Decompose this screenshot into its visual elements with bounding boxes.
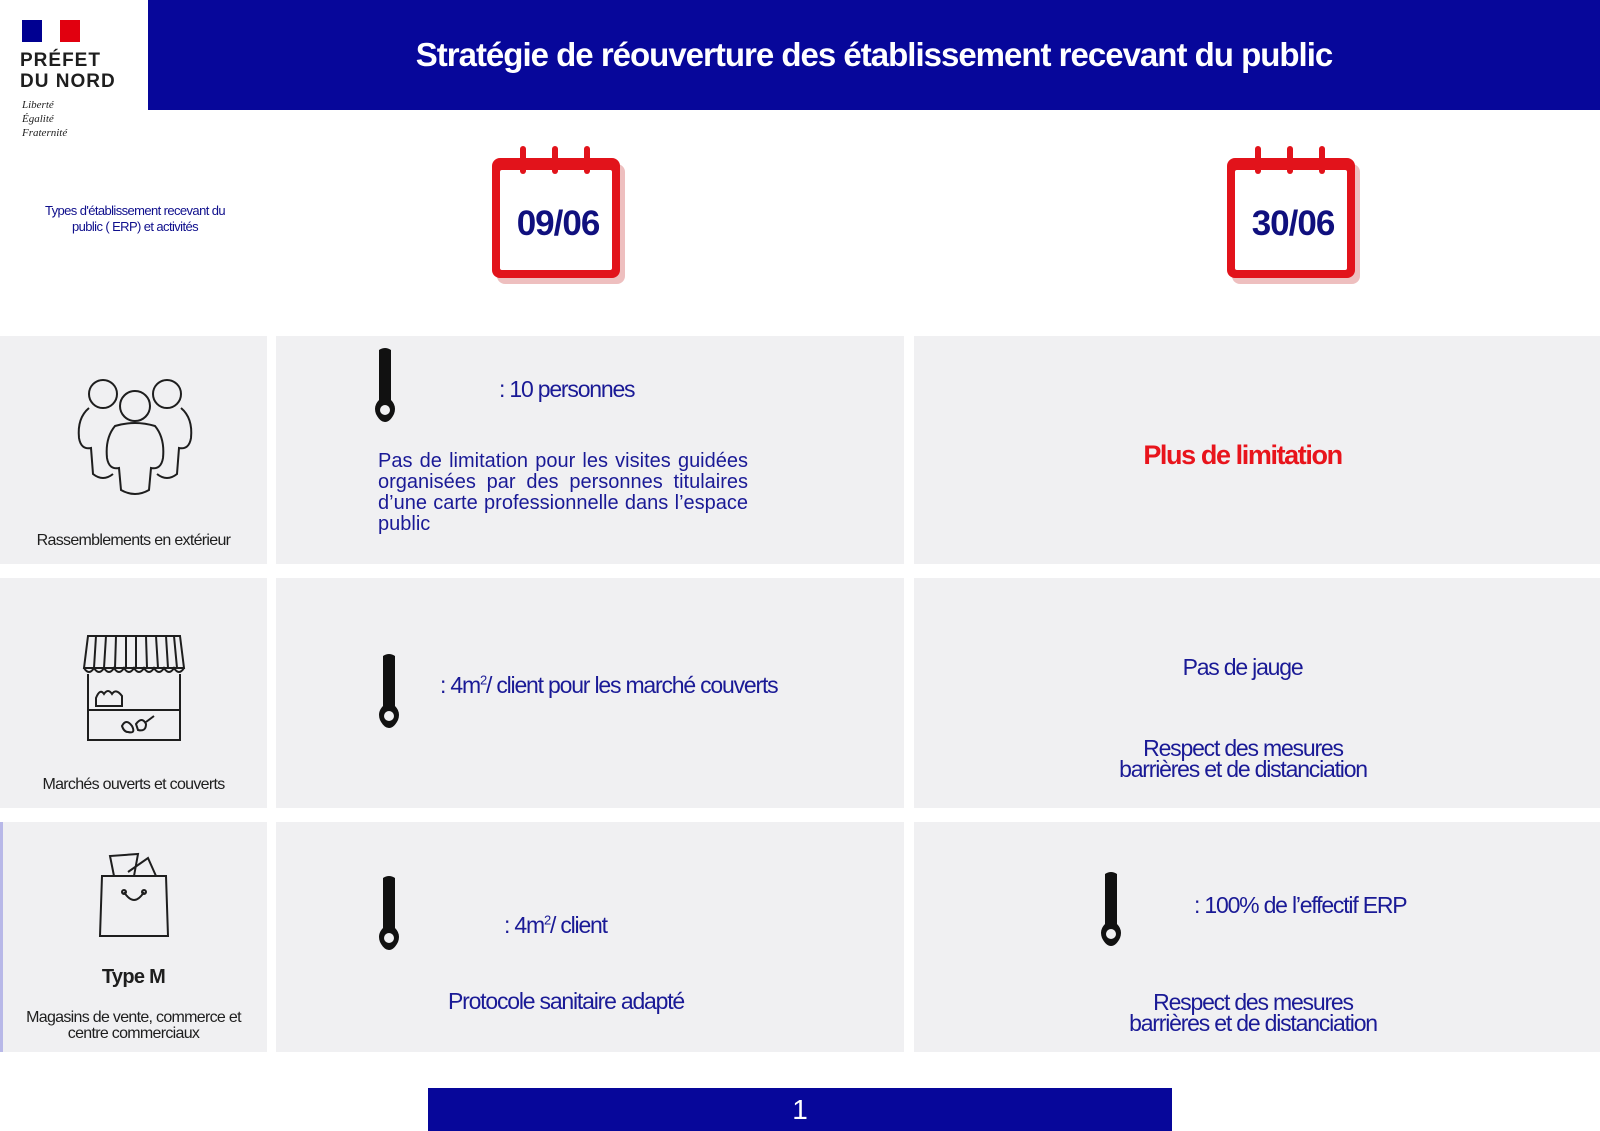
row2-gauge: : $4m^2/$ client pour les marché couverts — [440, 672, 778, 698]
logo-title — [20, 50, 116, 92]
thermometer-icon — [372, 346, 398, 424]
row2-date1-cell — [276, 578, 904, 808]
group-people-icon — [75, 378, 195, 498]
row3-gauge: : 100% de l’effectif ERP — [1194, 892, 1407, 918]
motto-liberte: Liberté — [22, 99, 54, 111]
shopping-bag-icon — [98, 852, 170, 938]
row1-note: Pas de limitation pour les visites guidées organisées par des personnes titulaires d’une carte professionnelle dans l’espace public — [378, 450, 748, 535]
thermometer-icon — [376, 874, 402, 952]
row1-category — [0, 336, 267, 564]
thermometer-icon — [376, 652, 402, 730]
thermometer-icon — [1098, 870, 1124, 948]
page-title: Stratégie de réouverture des établissement recevant du public — [148, 0, 1600, 110]
row1-label: Rassemblements en extérieur — [36, 532, 231, 549]
row3-date2-cell — [914, 822, 1600, 1052]
logo-line1: PRÉFET — [20, 50, 101, 71]
calendar-icon — [488, 146, 628, 286]
calendar-icon — [1223, 146, 1363, 286]
logo-line2: DU NORD — [20, 71, 116, 92]
row2-category — [0, 578, 267, 808]
types-label: Types d'établissement recevant du public ( ERP) et activités — [45, 203, 225, 234]
row3-protocol: Protocole sanitaire adapté — [447, 988, 685, 1014]
market-stall-icon — [82, 634, 186, 744]
row2-date2-cell — [914, 578, 1600, 808]
prefet-logo — [0, 0, 148, 150]
row3-type: Type M — [101, 966, 166, 988]
calendar-date: 30/06 — [1251, 204, 1335, 243]
motto-egalite: Égalité — [22, 113, 54, 125]
row1-gauge: : 10 personnes — [499, 376, 635, 402]
row3-gauge: : $4m^2/$ client — [504, 912, 607, 938]
marianne-flag-icon — [22, 20, 80, 42]
page-number: 1 — [428, 1088, 1172, 1131]
row1-date2-cell — [914, 336, 1600, 564]
row3-barrier: Respect des mesures barrières et de distanciation — [1129, 989, 1377, 1036]
row3-label: Magasins de vente, commerce et centre commerciaux — [26, 1009, 241, 1042]
logo-motto — [22, 98, 67, 140]
row2-label: Marchés ouverts et couverts — [42, 776, 225, 793]
calendar-date: 09/06 — [516, 204, 600, 243]
row2-no-gauge: Pas de jauge — [1182, 654, 1303, 680]
row1-no-limit: Plus de limitation — [1143, 440, 1342, 470]
row2-barrier: Respect des mesures barrières et de distanciation — [1119, 735, 1367, 782]
row3-category — [0, 822, 267, 1052]
row1-date1-cell — [276, 336, 904, 564]
row3-date1-cell — [276, 822, 904, 1052]
motto-fraternite: Fraternité — [22, 127, 68, 139]
